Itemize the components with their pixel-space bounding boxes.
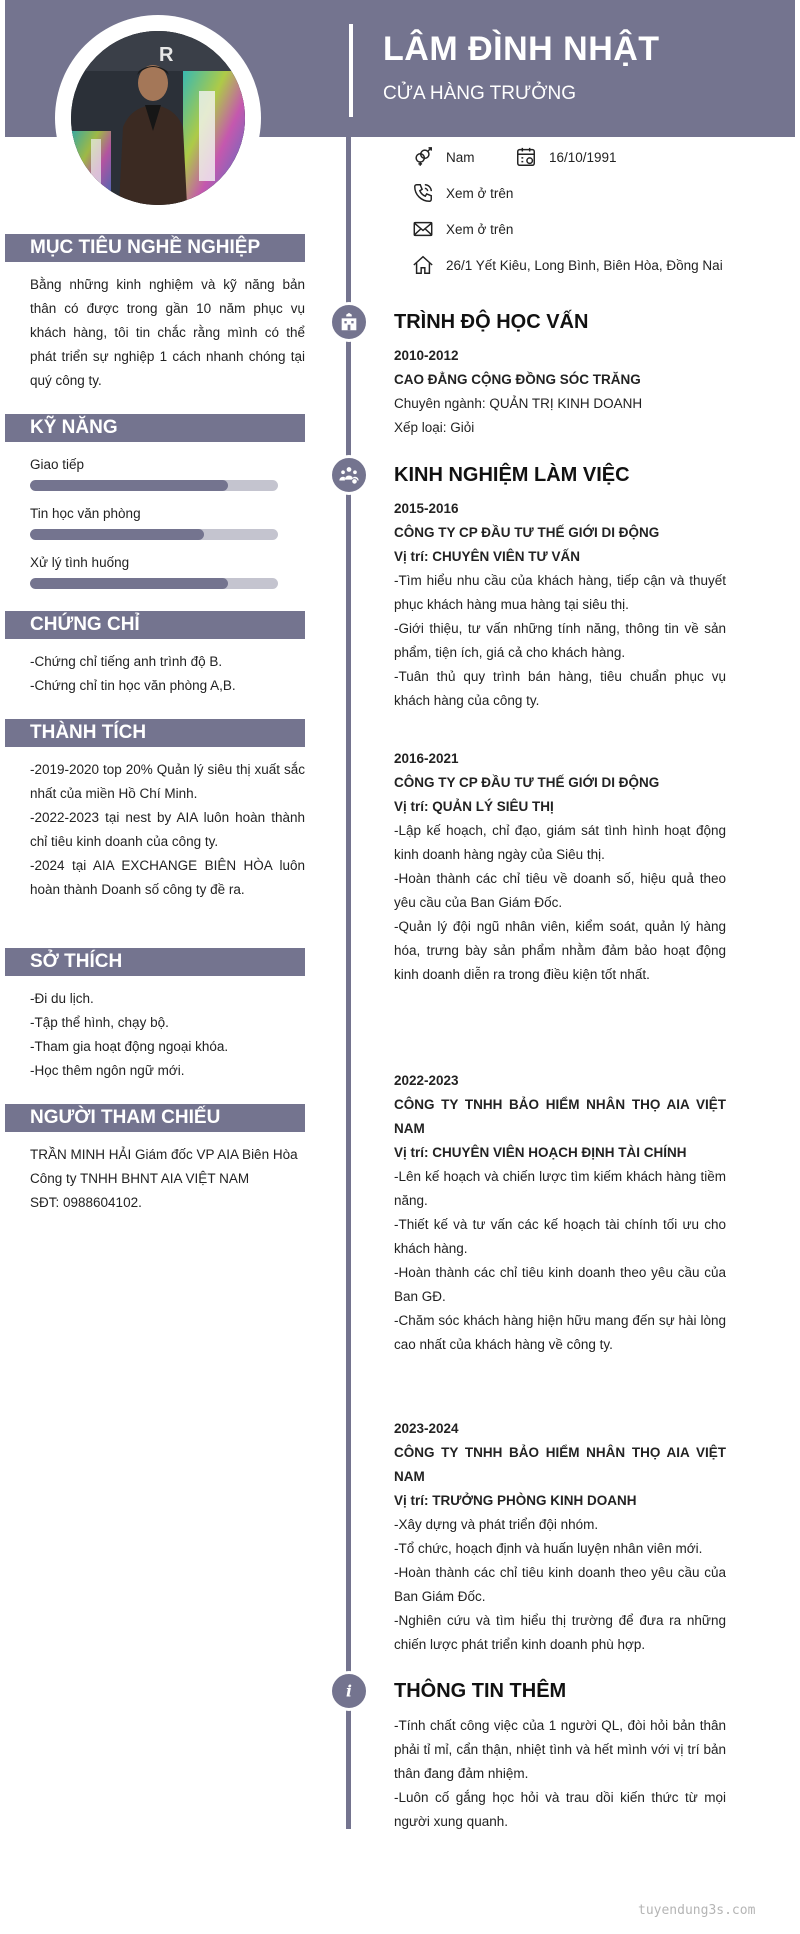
- hobby-item: -Đi du lịch.: [30, 991, 94, 1006]
- job-entry: [394, 497, 726, 713]
- job-duty: -Nghiên cứu và tìm hiểu thị trường để đưa ra những chiến lược phát triển kinh doanh phù hợp.: [394, 1613, 726, 1652]
- certificates-list: [30, 650, 305, 698]
- achievements-list: [30, 758, 305, 902]
- job-period: 2023-2024: [394, 1421, 459, 1436]
- job-position: Vị trí: CHUYÊN VIÊN TƯ VẤN: [394, 549, 580, 564]
- job-duty: -Hoàn thành các chỉ tiêu kinh doanh theo yêu cầu của Ban Giám Đốc.: [394, 1565, 726, 1604]
- job-duty: -Lập kế hoạch, chỉ đạo, giám sát tình hình hoạt động kinh doanh hàng ngày của Siêu thị.: [394, 823, 726, 862]
- job-entry: [394, 1417, 726, 1657]
- skill-bar-track: [30, 578, 278, 589]
- job-company: CÔNG TY TNHH BẢO HIỂM NHÂN THỌ AIA VIỆT NAM: [394, 1097, 726, 1136]
- gender-icon: [412, 146, 434, 168]
- hobbies-heading: SỞ THÍCH: [5, 948, 305, 976]
- job-period: 2015-2016: [394, 501, 459, 516]
- job-duty: -Hoàn thành các chỉ tiêu về doanh số, hiệu quả theo yêu cầu của Ban Giám Đốc.: [394, 871, 726, 910]
- additional-info: [394, 1714, 726, 1834]
- contact-address: [412, 254, 723, 276]
- job-company: CÔNG TY TNHH BẢO HIỂM NHÂN THỌ AIA VIỆT NAM: [394, 1445, 726, 1484]
- additional-icon-badge: [329, 1671, 369, 1711]
- job-duty: -Thiết kế và tư vấn các kế hoạch tài chính tối ưu cho khách hàng.: [394, 1217, 726, 1256]
- calendar-icon: [515, 146, 537, 168]
- reference-line: TRẦN MINH HẢI Giám đốc VP AIA Biên Hòa: [30, 1147, 298, 1162]
- birthday-value: 16/10/1991: [549, 149, 617, 165]
- certificates-heading: CHỨNG CHỈ: [5, 611, 305, 639]
- experience-heading: KINH NGHIỆM LÀM VIỆC: [394, 464, 630, 486]
- hobby-item: -Tập thể hình, chạy bộ.: [30, 1015, 169, 1030]
- education-major: Chuyên ngành: QUẢN TRỊ KINH DOANH: [394, 396, 643, 411]
- job-duty: -Xây dựng và phát triển đội nhóm.: [394, 1517, 599, 1532]
- education-grade: Xếp loại: Giỏi: [394, 420, 475, 435]
- education-icon-badge: [329, 302, 369, 342]
- achievements-heading: THÀNH TÍCH: [5, 719, 305, 747]
- reference-line: Công ty TNHH BHNT AIA VIỆT NAM: [30, 1171, 250, 1186]
- phone-icon: [412, 182, 434, 204]
- job-position: Vị trí: QUẢN LÝ SIÊU THỊ: [394, 799, 554, 814]
- job-entry: [394, 747, 726, 987]
- certificate-item: -Chứng chỉ tiếng anh trình độ B.: [30, 654, 223, 669]
- job-duty: -Hoàn thành các chỉ tiêu kinh doanh theo yêu cầu của Ban GĐ.: [394, 1265, 726, 1304]
- hobby-item: -Học thêm ngôn ngữ mới.: [30, 1063, 185, 1078]
- avatar-photo-icon: [71, 31, 245, 205]
- education-period: 2010-2012: [394, 348, 459, 363]
- watermark: tuyendung3s.com: [638, 1903, 756, 1918]
- additional-heading: THÔNG TIN THÊM: [394, 1680, 567, 1702]
- hobbies-list: [30, 987, 305, 1083]
- achievement-item: -2024 tại AIA EXCHANGE BIÊN HÒA luôn hoàn thành Doanh số công ty đề ra.: [30, 858, 305, 897]
- reference-line: SĐT: 0988604102.: [30, 1195, 142, 1210]
- job-duty: -Quản lý đội ngũ nhân viên, kiểm soát, quản lý hàng hóa, trưng bày sản phẩm nhằm đảm bảo hoạt động kinh doanh diễn ra trong điều kiện tốt nhất.: [394, 919, 726, 982]
- job-period: 2022-2023: [394, 1073, 459, 1088]
- school-icon: [338, 311, 360, 333]
- objective-heading: MỤC TIÊU NGHỀ NGHIỆP: [5, 234, 305, 262]
- additional-line: -Luôn cố gắng học hỏi và trau dồi kiến thức từ mọi người xung quanh.: [394, 1790, 726, 1829]
- job-duty: -Chăm sóc khách hàng hiện hữu mang đến sự hài lòng cao nhất của khách hàng về công ty.: [394, 1313, 726, 1352]
- skills-heading: KỸ NĂNG: [5, 414, 305, 442]
- job-company: CÔNG TY CP ĐẦU TƯ THẾ GIỚI DI ĐỘNG: [394, 775, 660, 790]
- job-entry: [394, 1069, 726, 1357]
- job-company: CÔNG TY CP ĐẦU TƯ THẾ GIỚI DI ĐỘNG: [394, 525, 660, 540]
- objective-text: Bằng những kinh nghiệm và kỹ năng bản thân có được trong gần 10 năm phục vụ khách hàng, tôi tin chắc rằng mình có thể phát triển sự nghiệp 1 cách nhanh chóng tại quý công ty.: [30, 277, 305, 388]
- job-period: 2016-2021: [394, 751, 459, 766]
- timeline-line: [346, 137, 351, 1829]
- header-divider: [349, 24, 353, 117]
- skill-label: Tin học văn phòng: [30, 506, 141, 521]
- candidate-title: CỬA HÀNG TRƯỞNG: [383, 83, 577, 104]
- contact-email: [412, 218, 513, 240]
- certificate-item: -Chứng chỉ tin học văn phòng A,B.: [30, 678, 236, 693]
- education-school: CAO ĐẲNG CỘNG ĐỒNG SÓC TRĂNG: [394, 372, 641, 387]
- contact-birthday: [515, 146, 617, 168]
- job-duty: -Giới thiệu, tư vấn những tính năng, thông tin về sản phẩm, tiện ích, giá cả cho khách hàng.: [394, 621, 726, 660]
- achievement-item: -2019-2020 top 20% Quản lý siêu thị xuất sắc nhất của miền Hồ Chí Minh.: [30, 762, 305, 801]
- job-duty: -Tìm hiểu nhu cầu của khách hàng, tiếp cận và thuyết phục khách hàng mua hàng tại siêu thị.: [394, 573, 726, 612]
- additional-line: -Tính chất công việc của 1 người QL, đòi hỏi bản thân phải tỉ mỉ, cẩn thận, nhiệt tình và hết mình với vị trí bản thân đang đảm nhiệm.: [394, 1718, 726, 1781]
- skill-label: Giao tiếp: [30, 457, 85, 472]
- info-icon: [338, 1680, 360, 1702]
- address-value: 26/1 Yết Kiêu, Long Bình, Biên Hòa, Đồng Nai: [446, 257, 723, 273]
- team-icon: [338, 464, 360, 486]
- achievement-item: -2022-2023 tại nest by AIA luôn hoàn thành chỉ tiêu kinh doanh của công ty.: [30, 810, 305, 849]
- education-entry: [394, 344, 726, 440]
- contact-gender: [412, 146, 475, 168]
- phone-value: Xem ở trên: [446, 185, 514, 201]
- skill-bar-fill: [30, 529, 204, 540]
- job-position: Vị trí: TRƯỞNG PHÒNG KINH DOANH: [394, 1493, 637, 1508]
- gender-value: Nam: [446, 149, 475, 165]
- email-value: Xem ở trên: [446, 221, 514, 237]
- job-duty: -Tổ chức, hoạch định và huấn luyện nhân viên mới.: [394, 1541, 703, 1556]
- envelope-icon: [412, 218, 434, 240]
- avatar: [71, 31, 245, 205]
- skill-bar-fill: [30, 578, 228, 589]
- skill-bar-track: [30, 529, 278, 540]
- references-list: [30, 1143, 305, 1215]
- svg-text:R: R: [159, 44, 174, 66]
- experience-icon-badge: [329, 455, 369, 495]
- skill-label: Xử lý tình huống: [30, 555, 130, 570]
- job-duty: -Tuân thủ quy trình bán hàng, tiêu chuẩn phục vụ khách hàng của công ty.: [394, 669, 726, 708]
- education-heading: TRÌNH ĐỘ HỌC VẤN: [394, 311, 589, 333]
- candidate-name: LÂM ĐÌNH NHẬT: [383, 30, 660, 68]
- hobby-item: -Tham gia hoạt động ngoại khóa.: [30, 1039, 229, 1054]
- job-position: Vị trí: CHUYÊN VIÊN HOẠCH ĐỊNH TÀI CHÍNH: [394, 1145, 687, 1160]
- skill-bar-fill: [30, 480, 228, 491]
- home-icon: [412, 254, 434, 276]
- svg-text:i: i: [346, 1681, 352, 1701]
- contact-phone: [412, 182, 513, 204]
- references-heading: NGƯỜI THAM CHIẾU: [5, 1104, 305, 1132]
- skill-bar-track: [30, 480, 278, 491]
- job-duty: -Lên kế hoạch và chiến lược tìm kiếm khách hàng tiềm năng.: [394, 1169, 726, 1208]
